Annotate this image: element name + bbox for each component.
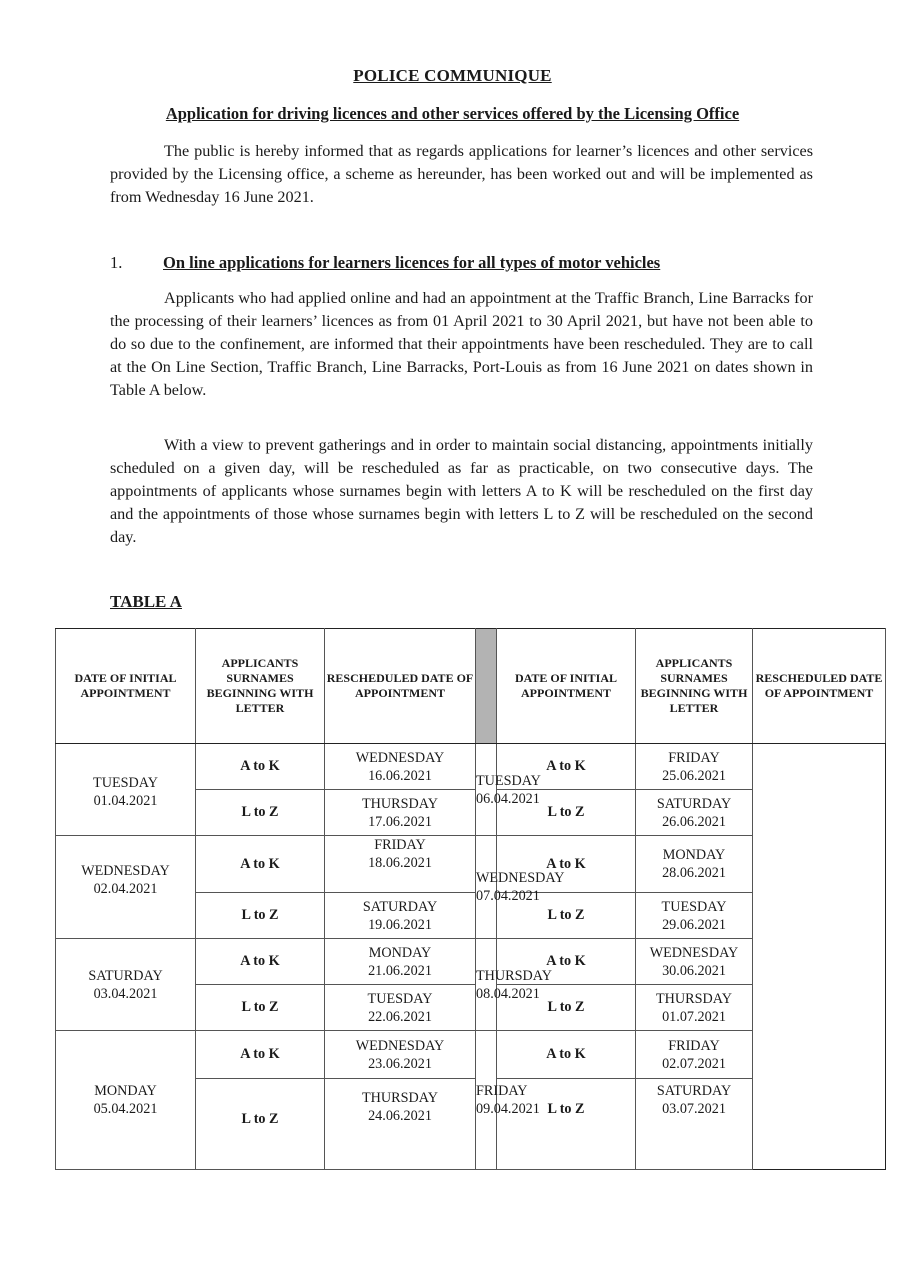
letters-cell: A to K	[497, 836, 636, 893]
section-title: On line applications for learners licences for all types of motor vehicles	[163, 253, 661, 272]
section-paragraph-1: Applicants who had applied online and had an appointment at the Traffic Branch, Line Barracks for the processing of their learners’ licences as from 01 April 2021 to 30 April 2021, but have not been able to do so due to the confinement, are informed that their appointments have been rescheduled. They are to call at the On Line Section, Traffic Branch, Line Barracks, Port-Louis as from 16 June 2021 on dates shown in Table A below.	[110, 289, 813, 399]
rescheduled-cell: TUESDAY 22.06.2021	[325, 985, 476, 1031]
table-header-row	[56, 629, 886, 744]
column-separator	[476, 629, 497, 744]
letters-cell: A to K	[497, 744, 636, 790]
initial-date-cell: FRIDAY 09.04.2021	[476, 1031, 497, 1170]
section-paragraph-2: With a view to prevent gatherings and in order to maintain social distancing, appointments initially scheduled on a given day, will be rescheduled as far as practicable, on two consecutive days. The appointments of applicants whose surnames begin with letters A to K will be rescheduled on the first day and the appointments of those whose surnames begin with letters L to Z will be rescheduled on the second day.	[110, 436, 813, 546]
schedule-table	[55, 628, 886, 1170]
letters-cell: L to Z	[497, 1079, 636, 1170]
rescheduled-cell: MONDAY 21.06.2021	[325, 939, 476, 985]
rescheduled-cell: FRIDAY 18.06.2021	[325, 836, 476, 893]
initial-date-cell: WEDNESDAY 07.04.2021	[476, 836, 497, 939]
section-heading	[110, 253, 660, 273]
table-row	[56, 836, 886, 893]
header-letters-left: APPLICANTS SURNAMES BEGINNING WITH LETTER	[196, 629, 325, 744]
intro-paragraph: The public is hereby informed that as regards applications for learner’s licences and other services provided by the Licensing office, a scheme as hereunder, has been worked out and will be implemented as from Wednesday 16 June 2021.	[110, 142, 813, 206]
table-title: TABLE A	[110, 592, 182, 611]
rescheduled-cell: THURSDAY 17.06.2021	[325, 790, 476, 836]
letters-cell: L to Z	[497, 790, 636, 836]
letters-cell: A to K	[196, 744, 325, 790]
header-rescheduled-left: RESCHEDULED DATE OF APPOINTMENT	[325, 629, 476, 744]
header-initial-left: DATE OF INITIAL APPOINTMENT	[56, 629, 196, 744]
rescheduled-cell: WEDNESDAY 30.06.2021	[636, 939, 753, 985]
table-row	[56, 939, 886, 985]
rescheduled-cell: FRIDAY 25.06.2021	[636, 744, 753, 790]
letters-cell: L to Z	[497, 985, 636, 1031]
rescheduled-cell: THURSDAY 24.06.2021	[325, 1079, 476, 1170]
letters-cell: A to K	[497, 939, 636, 985]
initial-date-cell: THURSDAY 08.04.2021	[476, 939, 497, 1031]
rescheduled-cell: SATURDAY 03.07.2021	[636, 1079, 753, 1170]
table-row	[56, 744, 886, 790]
letters-cell: A to K	[196, 1031, 325, 1079]
initial-date-cell: SATURDAY 03.04.2021	[56, 939, 196, 1031]
initial-date-cell: WEDNESDAY 02.04.2021	[56, 836, 196, 939]
letters-cell: L to Z	[196, 1079, 325, 1170]
rescheduled-cell: TUESDAY 29.06.2021	[636, 893, 753, 939]
table-row	[56, 1031, 886, 1079]
header-rescheduled-right: RESCHEDULED DATE OF APPOINTMENT	[753, 629, 886, 744]
section-number: 1.	[110, 253, 123, 272]
header-letters-right: APPLICANTS SURNAMES BEGINNING WITH LETTER	[636, 629, 753, 744]
rescheduled-cell: SATURDAY 19.06.2021	[325, 893, 476, 939]
letters-cell: A to K	[196, 836, 325, 893]
page-title: POLICE COMMUNIQUE	[353, 66, 552, 85]
rescheduled-cell: MONDAY 28.06.2021	[636, 836, 753, 893]
rescheduled-cell: WEDNESDAY 23.06.2021	[325, 1031, 476, 1079]
rescheduled-cell: THURSDAY 01.07.2021	[636, 985, 753, 1031]
letters-cell: A to K	[196, 939, 325, 985]
letters-cell: L to Z	[497, 893, 636, 939]
header-initial-right: DATE OF INITIAL APPOINTMENT	[497, 629, 636, 744]
rescheduled-cell: FRIDAY 02.07.2021	[636, 1031, 753, 1079]
initial-date-cell: TUESDAY 06.04.2021	[476, 744, 497, 836]
rescheduled-cell: WEDNESDAY 16.06.2021	[325, 744, 476, 790]
rescheduled-cell: SATURDAY 26.06.2021	[636, 790, 753, 836]
letters-cell: L to Z	[196, 790, 325, 836]
initial-date-cell: TUESDAY 01.04.2021	[56, 744, 196, 836]
letters-cell: L to Z	[196, 985, 325, 1031]
page-subtitle: Application for driving licences and other services offered by the Licensing Office	[165, 104, 740, 123]
initial-date-cell: MONDAY 05.04.2021	[56, 1031, 196, 1170]
letters-cell: A to K	[497, 1031, 636, 1079]
letters-cell: L to Z	[196, 893, 325, 939]
